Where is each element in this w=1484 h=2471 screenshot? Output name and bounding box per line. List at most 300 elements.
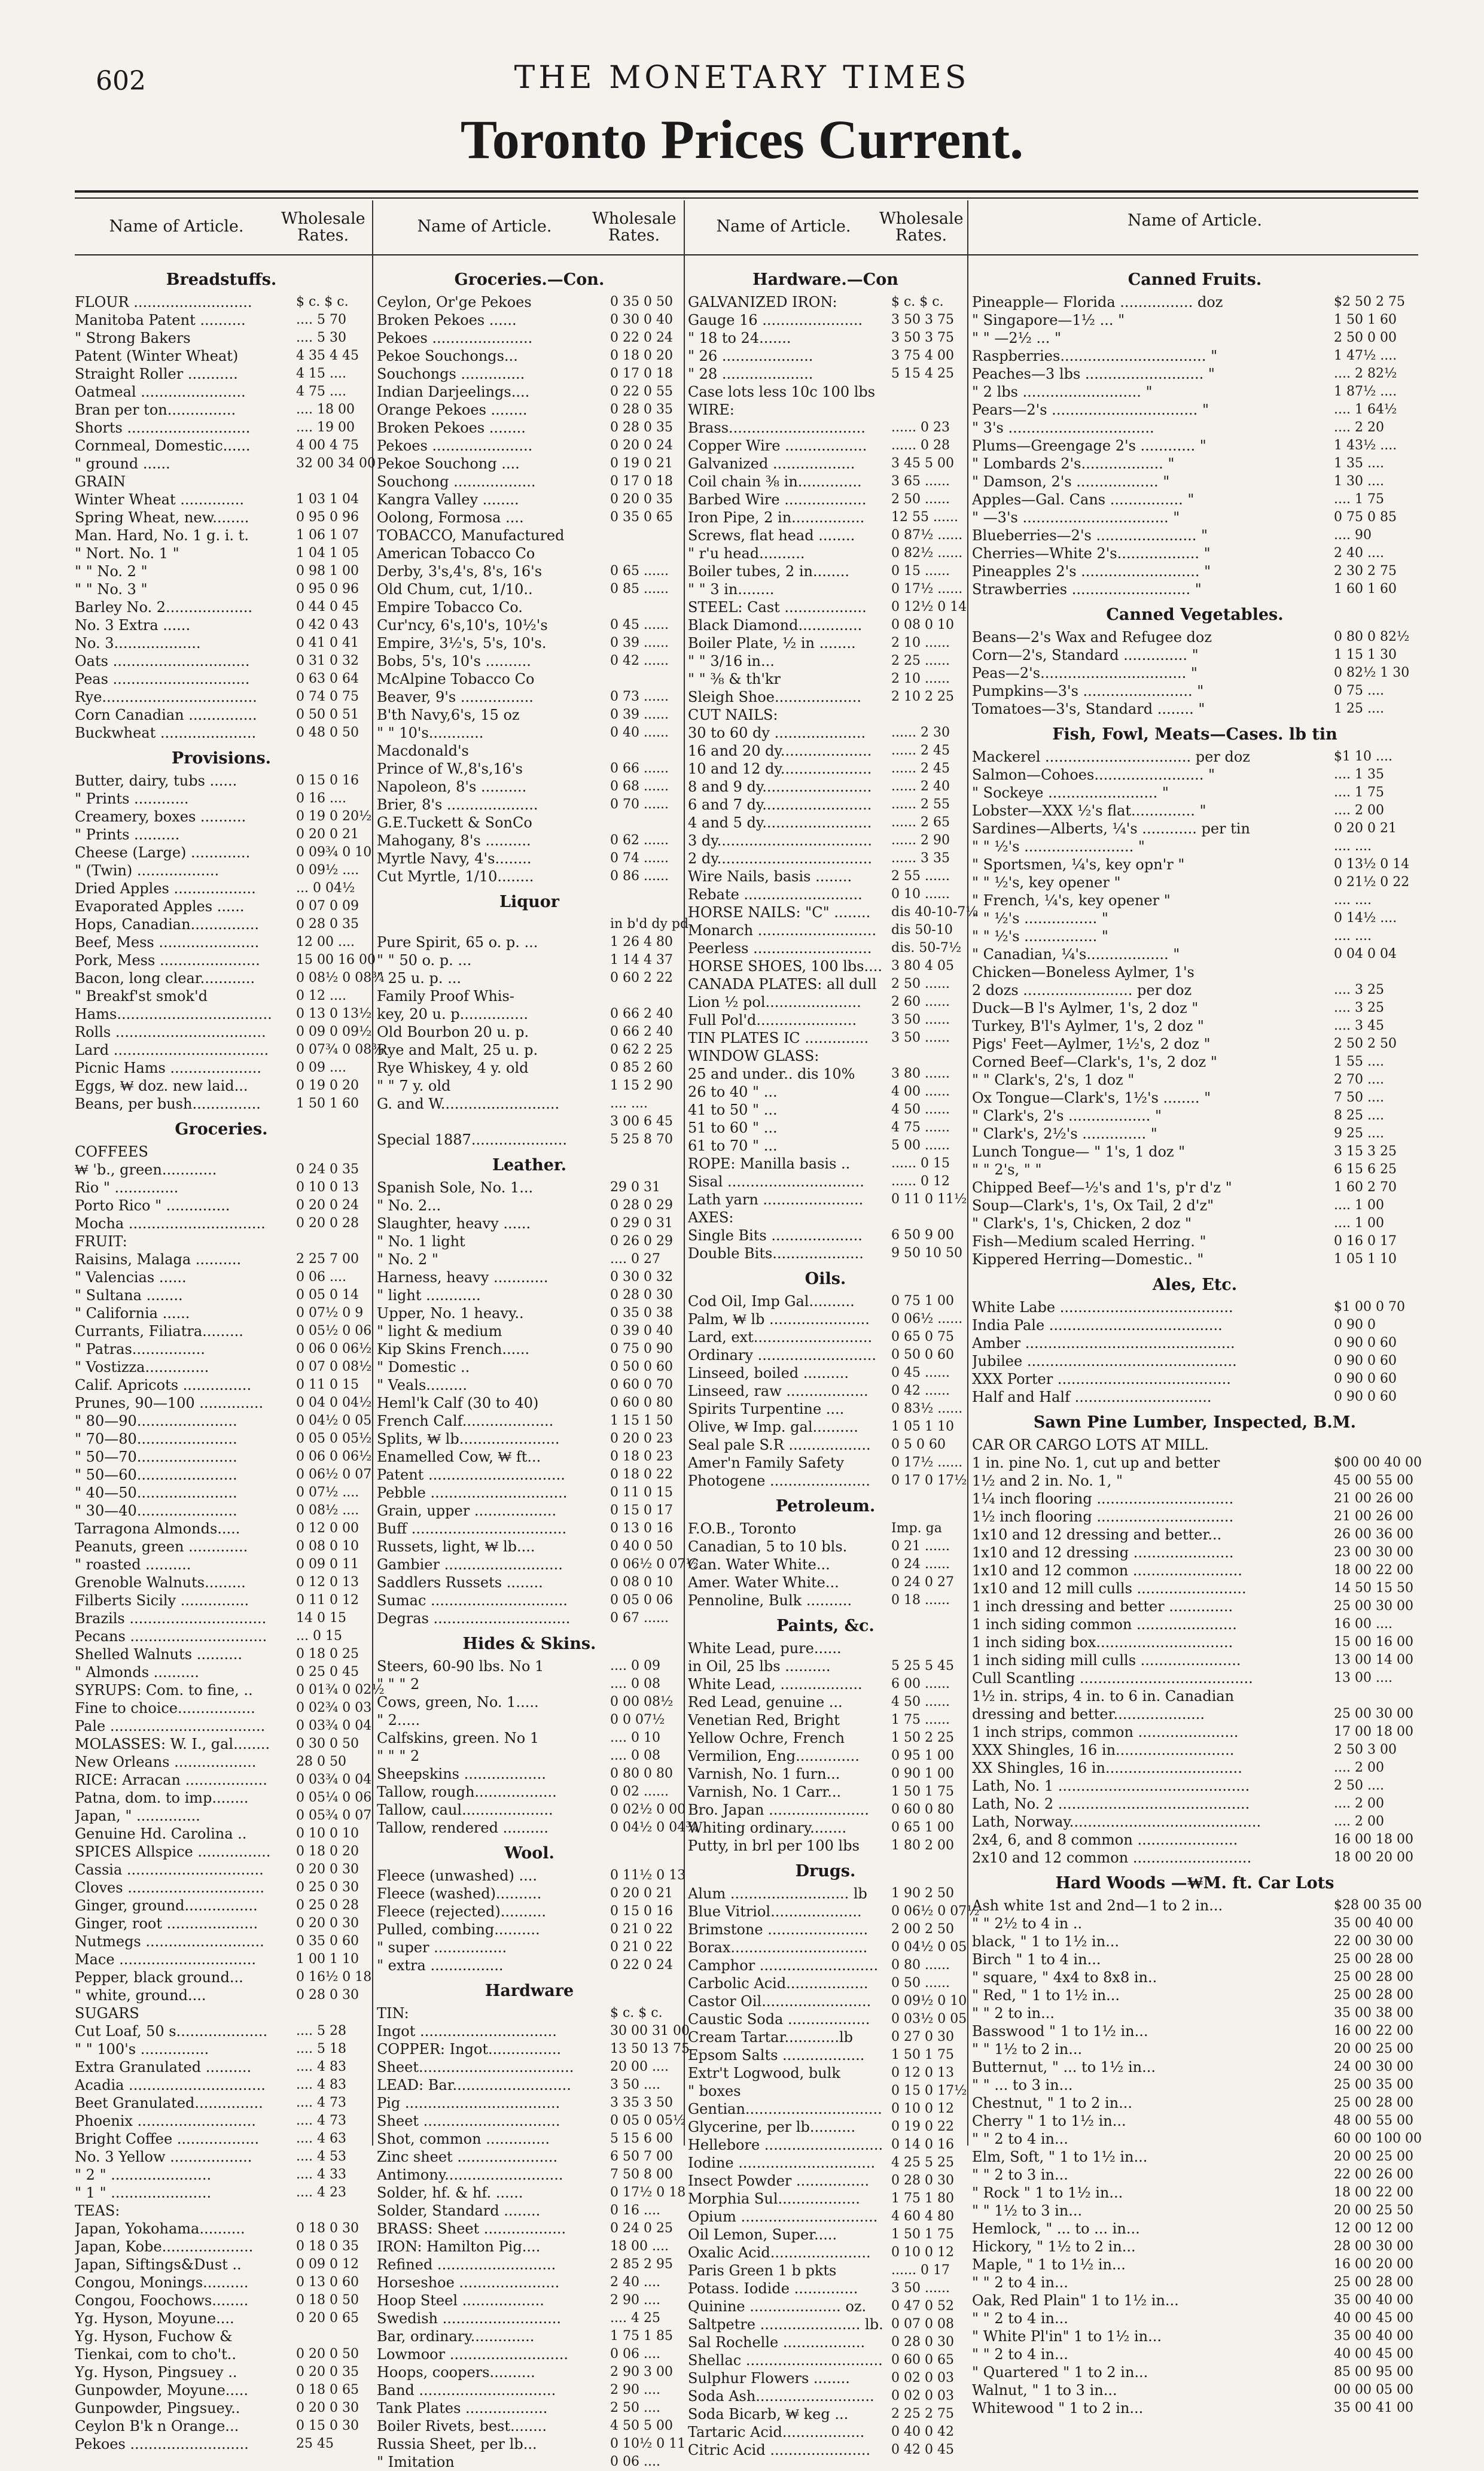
article-name: " boxes [688,2083,741,2099]
wholesale-rate: 0 12 0 13 [891,2065,954,2080]
wholesale-rate: 48 00 55 00 [1334,2113,1413,2128]
price-row [972,1334,1418,1352]
article-name: Pebble .............................. [377,1484,568,1501]
price-row [377,2112,686,2130]
price-row [972,1544,1418,1562]
article-name: SPICES Allspice ................ [75,1843,271,1860]
wholesale-rate: 0 60 2 22 [610,970,673,985]
price-row [75,1950,368,1968]
price-row [688,1310,963,1328]
price-row [75,790,368,808]
price-row [972,2148,1418,2166]
wholesale-rate: 15 00 16 00 [1334,1635,1413,1650]
price-row [377,1556,699,1574]
wholesale-rate: 0 21 0 22 [610,1922,673,1937]
price-row [377,1538,682,1556]
wholesale-rate: 0 35 0 50 [610,294,673,309]
wholesale-rate: 24 00 30 00 [1334,2059,1413,2074]
section-heading: Groceries. [175,1120,268,1139]
wholesale-rate: 1 30 .... [1334,474,1384,489]
price-row [688,1227,963,1244]
wholesale-rate: 0 74 ...... [610,851,669,866]
article-name: 1½ and 2 in. No. 1, " [972,1472,1123,1489]
article-name: No. 3 Extra ...... [75,617,191,634]
wholesale-rate: 1 15 1 50 [610,1413,673,1428]
wholesale-rate: 0 07½ .... [296,1485,359,1500]
article-name: Bright Coffee .................. [75,2131,260,2147]
wholesale-rate: .... 4 23 [296,2185,346,2200]
wholesale-rate: 16 00 22 00 [1334,2023,1413,2038]
wholesale-rate: 35 00 40 00 [1334,2293,1413,2308]
price-row [75,401,368,419]
article-name: Opium .............................. [688,2208,878,2225]
wholesale-rate: 0 22 0 24 [610,1958,673,1973]
price-row [972,1179,1418,1197]
wholesale-rate: 60 00 100 00 [1334,2131,1422,2146]
wholesale-rate: .... 4 33 [296,2167,346,2182]
price-row [75,897,368,915]
article-name: 1x10 and 12 mill culls ........................ [972,1580,1247,1597]
article-name: Full Pol'd...................... [688,1012,857,1028]
price-row [377,1448,682,1466]
article-name: Fine to choice................. [75,1700,255,1717]
price-row [75,670,368,688]
wholesale-rate: 3 75 4 00 [891,348,954,363]
wholesale-rate: 0 05¼ 0 06 [296,1790,372,1805]
wholesale-rate: 17 00 18 00 [1334,1724,1413,1739]
wholesale-rate: .... 5 70 [296,312,346,327]
price-row [688,1885,963,1903]
article-name: Broken Pekoes ........ [377,419,526,436]
price-row [688,562,963,580]
article-name: Beef, Mess ...................... [75,934,260,951]
article-name: Yg. Hyson, Fuchow & [75,2328,233,2345]
article-name: Butter, dairy, tubs ...... [75,772,237,789]
price-row [688,921,963,939]
article-name: Amer'n Family Safety [688,1454,845,1471]
price-row [377,544,682,562]
price-row [75,1466,372,1484]
article-name: Fleece (rejected).......... [377,1903,546,1920]
wholesale-rate: dis 40-10-7½ [891,905,979,920]
wholesale-rate: .... 1 64½ [1334,402,1397,417]
wholesale-rate: 1 50 1 75 [891,2047,954,2062]
wholesale-rate: 0 09 0 12 [296,2257,359,2272]
wholesale-rate: 0 08½ 0 08¾ [296,970,385,985]
article-name: 1 inch siding box.............................. [972,1634,1233,1651]
wholesale-rate: 2 60 ...... [891,994,950,1009]
wholesale-rate: $ c. $ c. [891,294,944,309]
price-row [688,2351,963,2369]
price-row [688,2405,963,2423]
article-name: No. 3................... [75,635,201,652]
price-row [75,1861,368,1879]
wholesale-rate: 0 06½ ...... [891,1311,963,1326]
article-name: " French, ¼'s, key opener " [972,892,1171,909]
price-row [377,1023,682,1041]
wholesale-rate: 0 18 0 25 [296,1647,359,1661]
article-name: Rebate .......................... [688,886,863,903]
article-name: dressing and better.................... [972,1706,1205,1723]
wholesale-rate: 0 10 0 12 [891,2245,954,2260]
article-name: Japan, Kobe.................... [75,2238,254,2255]
price-row [377,2345,682,2363]
article-name: Ordinary .......................... [688,1347,876,1364]
article-name: Peas .............................. [75,671,250,687]
price-row [75,1556,368,1574]
wholesale-rate: .... 2 00 [1334,803,1384,818]
price-row [75,2399,368,2417]
article-name: " Almonds .......... [75,1664,199,1681]
price-row [688,473,963,491]
article-name: Manitoba Patent .......... [75,312,246,328]
price-row [377,419,682,437]
article-name: Whitewood " 1 to 2 in... [972,2400,1144,2417]
wholesale-rate: 0 19 0 22 [891,2119,954,2134]
price-row [972,1849,1418,1867]
header-rule [75,254,1418,255]
article-name: Japan, " .............. [75,1807,200,1824]
wholesale-rate: 0 08½ .... [296,1503,359,1518]
article-name: Yg. Hyson, Pingsuey .. [75,2364,237,2381]
article-name: Cows, green, No. 1..... [377,1694,539,1711]
price-row [688,580,963,598]
price-row [688,2244,963,2262]
wholesale-rate: 0 04½ 0 05 [891,1940,967,1955]
wholesale-rate: 1 03 1 04 [296,492,359,507]
section-heading: Breadstuffs. [166,270,277,289]
article-name: " " 1½ to 2 in... [972,2041,1083,2058]
article-name: Duck—B l's Aylmer, 1's, 2 doz " [972,1000,1199,1017]
article-name: " " 2 to 4 in... [972,2131,1068,2147]
article-name: Cream Tartar............lb [688,2029,854,2046]
article-name: Oak, Red Plain" 1 to 1½ in... [972,2292,1179,2309]
price-row [972,1370,1418,1388]
price-row [75,347,368,365]
wholesale-rate: 0 35 0 65 [610,510,673,525]
price-row [688,598,967,616]
wholesale-rate: 0 42 0 43 [296,617,359,632]
article-name: Bobs, 5's, 10's .......... [377,653,531,670]
article-name: Ceylon, Or'ge Pekoes [377,294,532,311]
article-name: Pulled, combing.......... [377,1921,540,1938]
wholesale-rate: 0 5 0 60 [891,1437,946,1452]
price-row [377,616,682,634]
price-row [75,383,368,401]
price-row [688,2315,963,2333]
wholesale-rate: .... 1 00 [1334,1198,1384,1213]
article-name: " No. 1 light [377,1233,465,1250]
article-name: Peaches—3 lbs .......................... " [972,366,1215,382]
article-name: Beet Granulated............... [75,2095,263,2111]
wholesale-rate: .... 5 30 [296,330,346,345]
article-name: Spirits Turpentine .... [688,1401,845,1417]
article-name: Rye and Malt, 25 u. p. [377,1042,538,1058]
price-row [75,1077,368,1095]
article-name: " " ½'s ........................ " [972,838,1145,855]
wholesale-rate: 4 50 ...... [891,1694,950,1709]
price-row [972,1472,1418,1490]
wholesale-rate: 0 28 0 35 [296,917,359,932]
price-row [688,2118,963,2136]
group-label: SUGARS [75,2005,139,2022]
article-name: 2 dy.................................. [688,850,873,867]
page-title: Toronto Prices Current. [460,109,1024,170]
wholesale-rate: 3 45 5 00 [891,456,954,471]
article-name: Rio " .............. [75,1179,179,1196]
article-name: Refined .......................... [377,2256,556,2273]
wholesale-rate: 1 60 2 70 [1334,1180,1397,1195]
price-row [75,1268,368,1286]
wholesale-rate: 25 00 35 00 [1334,2077,1413,2092]
price-row [688,419,963,437]
column-divider [684,200,685,2146]
wholesale-rate: 2 40 .... [610,2275,660,2290]
article-name: Pekoes ...................... [377,330,533,346]
article-name: Rolls ................................. [75,1024,266,1040]
article-name: " square, " 4x4 to 8x8 in.. [972,1969,1157,1986]
wholesale-rate: 2 50 2 50 [1334,1036,1397,1051]
article-name: " roasted .......... [75,1556,191,1573]
article-name: " Sockeye ........................ " [972,784,1169,801]
price-row [75,1933,368,1950]
price-row [75,2256,368,2274]
price-row [972,311,1418,329]
price-row [972,1017,1418,1035]
price-row [688,1101,963,1119]
article-name: Horseshoe ...................... [377,2274,560,2291]
wholesale-rate: .... 2 20 [1334,420,1384,435]
article-name: Soda Bicarb, ₩ keg ... [688,2406,849,2423]
price-row [377,1693,682,1711]
wholesale-rate: 0 82½ ...... [891,546,963,561]
price-row [75,2417,368,2435]
wholesale-rate: .... .... [610,1096,648,1111]
article-name: " " 2 to 3 in... [972,2166,1068,2183]
wholesale-rate: 0 04½ 0 05 [296,1413,372,1428]
price-row [972,1759,1418,1777]
wholesale-rate: 0 95 0 96 [296,582,359,597]
price-row [688,1047,963,1065]
wholesale-rate: 0 17 0 18 [610,366,673,381]
wholesale-rate: 0 03¾ 0 04 [296,1772,372,1787]
wholesale-rate [290,2327,368,2345]
price-row [688,634,963,652]
wholesale-rate: 0 40 0 50 [610,1539,673,1554]
article-name: Olive, ₩ Imp. gal.......... [688,1419,858,1435]
article-name: Brier, 8's .................... [377,796,538,813]
price-row [972,2256,1418,2274]
article-name: " 18 to 24....... [688,330,791,346]
article-name: Calif. Apricots ............... [75,1377,252,1393]
article-name: Chestnut, " 1 to 2 in... [972,2095,1133,2111]
article-name: F.O.B., Toronto [688,1520,797,1537]
article-name: Tarragona Almonds..... [75,1520,240,1537]
wholesale-rate: .... 4 73 [296,2095,346,2110]
article-name: Raisins, Malaga .......... [75,1251,242,1268]
article-name: Iodine .............................. [688,2154,876,2171]
price-row [377,850,682,868]
wholesale-rate: 2 55 ...... [891,869,950,884]
wholesale-rate: in b'd dy pd [610,917,689,932]
wholesale-rate: 0 17 0 17½ [891,1473,967,1488]
price-row [972,2076,1418,2094]
price-row [377,1215,682,1233]
price-row [377,670,682,688]
price-column-4 [972,263,1422,2417]
article-name: Oil Lemon, Super..... [688,2226,837,2243]
wholesale-rate: .... 0 08 [610,1748,660,1763]
price-row [377,1783,682,1801]
wholesale-rate: 2 00 2 50 [891,1922,954,1937]
price-row [972,682,1418,700]
price-row [688,455,963,473]
price-row [972,2130,1422,2148]
wholesale-rate: 0 60 0 80 [610,1395,673,1410]
price-row [75,2292,368,2309]
article-name: Black Diamond.............. [688,617,863,634]
article-name: Red Lead, genuine ... [688,1694,843,1711]
article-name: " 26 .................... [688,348,813,364]
wholesale-rate [604,987,682,1005]
article-name: Slaughter, heavy ...... [377,1215,531,1232]
price-row [75,1322,372,1340]
price-row [972,2112,1418,2130]
price-row [377,724,682,742]
article-name: " —3's ................................ " [972,509,1180,526]
wholesale-rate: 0 30 0 40 [610,312,673,327]
price-row [972,1316,1418,1334]
price-row [377,491,682,509]
price-row [972,1197,1418,1215]
wholesale-rate: $00 00 40 00 [1334,1455,1422,1470]
wholesale-rate: .... 19 00 [296,420,355,435]
price-row [377,1304,682,1322]
price-row [972,1813,1418,1831]
wholesale-rate: ...... 0 15 [891,1156,950,1171]
price-row [972,1669,1418,1687]
wholesale-rate: 0 18 0 22 [610,1467,673,1482]
article-name: Lath, Norway.......................................... [972,1813,1261,1830]
wholesale-rate: 15 00 16 00 [296,953,376,967]
price-row [75,1161,368,1179]
price-row [688,1155,963,1173]
article-name: Chicken—Boneless Aylmer, 1's [972,964,1194,981]
price-row [377,1711,682,1729]
wholesale-rate: 2 50 0 00 [1334,330,1397,345]
article-name: " " 7 y. old [377,1078,451,1094]
wholesale-rate: 3 65 ...... [891,474,950,489]
price-row [688,670,963,688]
wholesale-rate: .... 18 00 [296,402,355,417]
wholesale-rate: 3 35 3 50 [610,2095,673,2110]
price-row [377,1005,682,1023]
wholesale-rate: 2 70 .... [1334,1072,1384,1087]
wholesale-rate: 0 82½ 1 30 [1334,665,1410,680]
article-name: 4 and 5 dy........................ [688,814,872,831]
article-name: Tomatoes—3's, Standard ........ " [972,701,1205,717]
article-name: " r'u head.......... [688,545,805,562]
article-name: Lard, ext.......................... [688,1329,873,1346]
price-row [377,473,682,491]
price-row [688,1418,963,1436]
price-row [972,347,1418,365]
wholesale-rate: .... 1 35 [1334,767,1384,782]
wholesale-rate: 3 50 ...... [891,2281,950,2296]
wholesale-rate: 0 30 0 32 [610,1270,673,1285]
article-name: New Orleans .................. [75,1754,257,1770]
price-row [377,2256,682,2274]
price-row [972,2274,1418,2292]
price-row [75,826,368,844]
wholesale-rate: 0 28 0 30 [891,2335,954,2350]
price-row [75,365,368,383]
article-name: Beans, per bush............... [75,1095,261,1112]
price-row [688,293,963,311]
price-row [688,491,963,509]
article-name: Old Bourbon 20 u. p. [377,1024,529,1040]
price-row [688,1119,963,1137]
article-name: Insect Powder ................ [688,2172,870,2189]
price-row [377,580,682,598]
wholesale-rate: 0 20 0 21 [610,1886,673,1901]
price-row [377,933,682,951]
article-name: Shot, common .............. [377,2131,550,2147]
article-name: CUT NAILS: [688,707,778,723]
wholesale-rate: 14 50 15 50 [1334,1581,1413,1596]
article-name: Patna, dom. to imp........ [75,1790,249,1806]
article-name: in Oil, 25 lbs .......... [688,1658,831,1675]
wholesale-rate: .... 0 10 [610,1730,660,1745]
price-row [75,1412,372,1430]
price-row [377,598,682,616]
article-name: Beaver, 9's ................ [377,689,534,705]
wholesale-rate: 0 19 0 21 [610,456,673,471]
price-row [688,778,963,796]
price-row [75,1717,372,1735]
article-name: Cur'ncy, 6's,10's, 10½'s [377,617,548,634]
article-name: Screws, flat head ........ [688,527,855,544]
wholesale-rate: 0 09 .... [296,1060,346,1075]
price-row [688,706,963,724]
price-row [688,2280,963,2297]
wholesale-rate: 0 45 ...... [610,617,669,632]
wholesale-rate: .... 4 25 [610,2311,660,2326]
price-row [972,1777,1418,1795]
wholesale-rate: 2 50 .... [610,2400,660,2415]
wholesale-rate: 2 10 2 25 [891,689,954,704]
price-row [377,2292,682,2309]
article-name: Pork, Mess ...................... [75,952,260,969]
price-row [688,1346,963,1364]
wholesale-rate: 4 50 5 00 [610,2418,673,2433]
price-row [377,1819,699,1837]
wholesale-rate: 25 00 28 00 [1334,2275,1413,2290]
wholesale-rate: ...... 3 35 [891,851,950,866]
article-name: 1 in. pine No. 1, cut up and better [972,1454,1220,1471]
wholesale-rate: ...... 2 45 [891,743,950,758]
price-row [377,1675,682,1693]
price-row [688,1639,963,1657]
column-divider [967,200,968,2146]
price-row [972,820,1418,838]
wholesale-rate: 1 60 1 60 [1334,582,1397,597]
wholesale-rate: 16 00 20 00 [1334,2257,1413,2272]
article-name: 26 to 40 " ... [688,1084,778,1100]
article-name: Ceylon B'k n Orange... [75,2418,239,2435]
wholesale-rate: 20 00 .... [610,2059,669,2074]
article-name: 1¼ inch flooring .............................. [972,1490,1234,1507]
